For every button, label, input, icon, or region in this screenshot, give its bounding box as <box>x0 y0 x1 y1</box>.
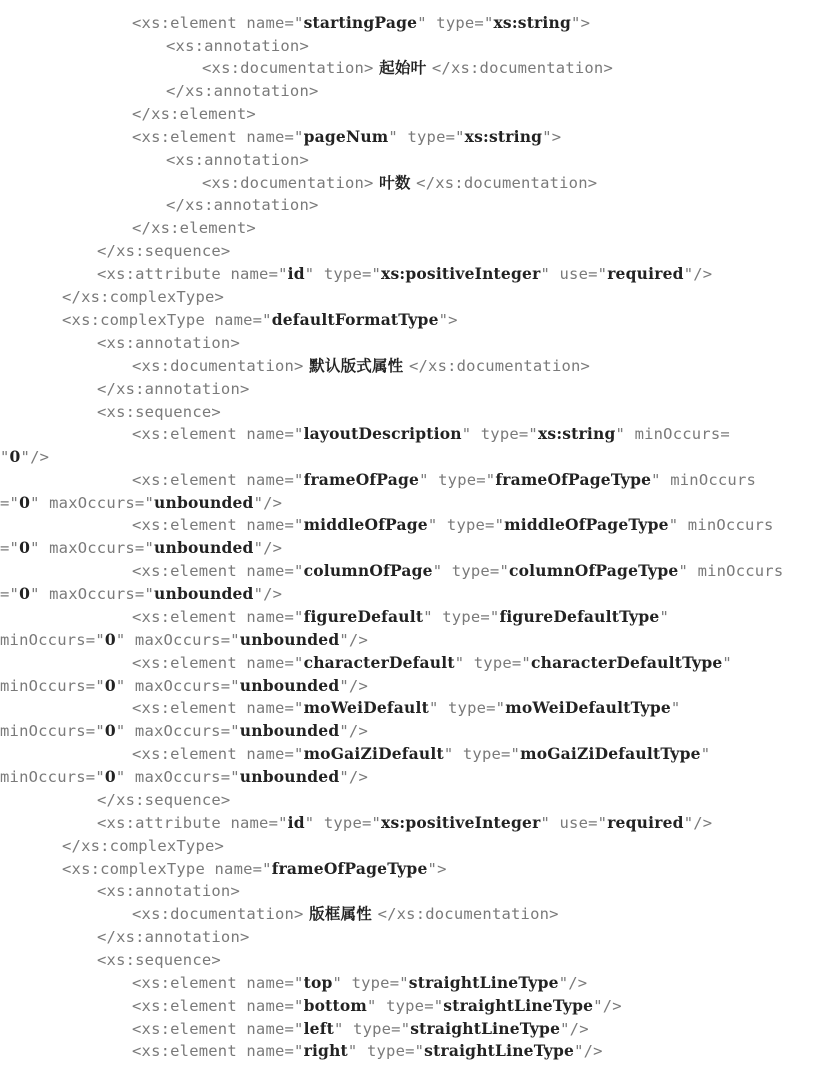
code-value: 版框属性 <box>303 904 378 923</box>
code-line <box>97 378 250 400</box>
code-markup: <xs:element name=" <box>132 562 304 580</box>
code-line <box>0 675 368 697</box>
code-markup: " type=" <box>428 699 506 717</box>
code-line <box>0 446 49 468</box>
code-markup: <xs:element name=" <box>132 699 304 717</box>
code-line <box>132 560 783 582</box>
code-markup: "> <box>427 860 447 878</box>
code-value: frameOfPageType <box>495 470 652 489</box>
code-value: left <box>303 1019 334 1038</box>
code-value: 起始叶 <box>373 58 432 77</box>
code-markup: <xs:element name=" <box>132 128 304 146</box>
code-markup: <xs:element name=" <box>132 1020 304 1038</box>
code-line <box>97 332 240 354</box>
code-markup: " use=" <box>540 814 608 832</box>
code-markup: "/> <box>560 1020 589 1038</box>
code-line <box>97 401 221 423</box>
code-markup: " <box>670 699 681 717</box>
code-markup: </xs:sequence> <box>97 242 231 260</box>
code-value: xs:positiveInteger <box>381 813 541 832</box>
code-line <box>0 537 282 559</box>
code-markup: <xs:element name=" <box>132 1042 304 1060</box>
code-markup: "/> <box>339 768 368 786</box>
code-markup: </xs:documentation> <box>408 357 591 375</box>
code-markup: "/> <box>339 722 368 740</box>
code-value: xs:string <box>464 127 543 146</box>
code-line <box>97 240 230 262</box>
code-markup: </xs:complexType> <box>62 837 225 855</box>
code-line <box>132 652 732 674</box>
code-markup: </xs:annotation> <box>97 380 250 398</box>
code-markup: " type=" <box>454 654 531 672</box>
code-value: figureDefaultType <box>499 607 660 626</box>
code-value: frameOfPageType <box>271 859 428 878</box>
code-markup: " type=" <box>388 128 465 146</box>
code-value: layoutDescription <box>303 424 462 443</box>
code-markup: " type=" <box>427 516 505 534</box>
code-markup: " type=" <box>347 1042 425 1060</box>
code-markup: minOccurs=" <box>0 677 105 695</box>
code-line <box>97 880 240 902</box>
code-value: middleOfPageType <box>504 515 669 534</box>
code-line <box>132 126 561 148</box>
code-value: straightLineType <box>424 1041 575 1060</box>
code-markup: =" <box>0 585 20 603</box>
code-markup: </xs:documentation> <box>416 174 598 192</box>
code-value: id <box>287 813 305 832</box>
code-line <box>97 263 712 285</box>
code-value: 0 <box>9 447 21 466</box>
code-line <box>132 697 680 719</box>
code-markup: <xs:annotation> <box>97 882 240 900</box>
code-value: middleOfPage <box>303 515 428 534</box>
code-line <box>166 149 309 171</box>
code-value: unbounded <box>154 493 254 512</box>
code-value: 0 <box>19 493 31 512</box>
code-value: unbounded <box>239 767 340 786</box>
code-markup: " type=" <box>304 814 382 832</box>
code-markup: <xs:element name=" <box>132 608 304 626</box>
code-value: straightLineType <box>408 973 559 992</box>
code-line <box>132 903 559 925</box>
code-line <box>132 995 622 1017</box>
code-markup: <xs:element name=" <box>132 654 304 672</box>
code-markup: " maxOccurs=" <box>30 539 154 557</box>
code-value: xs:string <box>537 424 616 443</box>
code-value: 0 <box>104 721 116 740</box>
code-line <box>62 309 458 331</box>
code-line <box>202 172 597 194</box>
code-markup: " type=" <box>423 608 500 626</box>
code-markup: "/> <box>574 1042 603 1060</box>
code-markup: " minOccurs <box>678 562 784 580</box>
code-markup: "/> <box>593 997 622 1015</box>
code-value: top <box>303 973 333 992</box>
code-value: xs:positiveInteger <box>381 264 541 283</box>
code-markup: </xs:complexType> <box>62 288 225 306</box>
code-markup: " type=" <box>432 562 509 580</box>
code-markup: </xs:sequence> <box>97 791 231 809</box>
code-line <box>132 1018 589 1040</box>
code-value: unbounded <box>239 676 340 695</box>
code-value: 0 <box>104 767 116 786</box>
code-markup: "> <box>542 128 562 146</box>
code-markup: " type=" <box>333 1020 411 1038</box>
code-markup: " minOccurs <box>651 471 757 489</box>
code-value: right <box>303 1041 348 1060</box>
code-value: 默认版式属性 <box>303 356 409 375</box>
code-markup: <xs:element name=" <box>132 516 304 534</box>
code-value: moWeiDefaultType <box>505 698 671 717</box>
code-value: unbounded <box>154 538 254 557</box>
code-markup: "> <box>438 311 458 329</box>
code-line <box>0 629 368 651</box>
code-markup: minOccurs=" <box>0 631 105 649</box>
code-markup: " <box>659 608 669 626</box>
code-markup: " maxOccurs=" <box>30 585 154 603</box>
code-markup: <xs:element name=" <box>132 471 304 489</box>
code-markup: " use=" <box>540 265 608 283</box>
code-markup: " type=" <box>367 997 444 1015</box>
code-markup: " type=" <box>419 471 496 489</box>
code-value: bottom <box>303 996 368 1015</box>
code-line <box>166 80 319 102</box>
code-line <box>166 194 319 216</box>
code-line <box>97 949 221 971</box>
code-value: straightLineType <box>410 1019 561 1038</box>
code-markup: "/> <box>339 677 368 695</box>
code-markup: </xs:annotation> <box>166 82 319 100</box>
code-markup: <xs:complexType name=" <box>62 860 272 878</box>
code-markup: " <box>722 654 732 672</box>
code-markup: </xs:annotation> <box>97 928 250 946</box>
code-line <box>132 743 710 765</box>
code-value: 0 <box>104 630 116 649</box>
code-markup: =" <box>0 494 20 512</box>
code-markup: "/> <box>253 585 283 603</box>
code-markup: minOccurs=" <box>0 768 105 786</box>
code-value: 0 <box>19 584 31 603</box>
code-markup: <xs:annotation> <box>166 151 309 169</box>
code-line <box>202 57 613 79</box>
code-markup: <xs:complexType name=" <box>62 311 272 329</box>
code-markup: <xs:attribute name=" <box>97 265 288 283</box>
code-markup: "/> <box>339 631 368 649</box>
code-markup: <xs:element name=" <box>132 14 304 32</box>
code-value: 0 <box>104 676 116 695</box>
code-line <box>132 606 669 628</box>
code-value: columnOfPage <box>303 561 433 580</box>
code-line <box>132 423 730 445</box>
code-markup: <xs:documentation> <box>132 357 304 375</box>
code-value: moWeiDefault <box>303 698 429 717</box>
code-value: 叶数 <box>373 173 417 192</box>
code-markup: " <box>0 448 10 466</box>
code-line <box>132 469 756 491</box>
code-line <box>0 492 282 514</box>
code-line <box>132 355 590 377</box>
code-markup: "/> <box>683 265 713 283</box>
code-value: unbounded <box>239 630 340 649</box>
code-markup: "/> <box>558 974 588 992</box>
code-markup: "/> <box>253 539 283 557</box>
code-markup: " type=" <box>332 974 409 992</box>
code-value: moGaiZiDefaultType <box>520 744 701 763</box>
code-line <box>132 217 256 239</box>
code-markup: " maxOccurs=" <box>30 494 154 512</box>
code-markup: </xs:documentation> <box>377 905 559 923</box>
code-markup: </xs:element> <box>132 219 256 237</box>
code-markup: <xs:sequence> <box>97 951 221 969</box>
code-line <box>97 789 230 811</box>
code-markup: <xs:annotation> <box>97 334 240 352</box>
code-value: straightLineType <box>443 996 594 1015</box>
code-value: required <box>607 264 684 283</box>
code-markup: <xs:element name=" <box>132 745 304 763</box>
code-value: id <box>287 264 305 283</box>
code-markup: " minOccurs <box>668 516 774 534</box>
code-markup: <xs:element name=" <box>132 974 304 992</box>
code-line <box>0 766 368 788</box>
code-markup: <xs:documentation> <box>132 905 304 923</box>
code-markup: " <box>700 745 711 763</box>
code-line <box>62 286 224 308</box>
code-line <box>132 12 590 34</box>
code-line <box>166 35 309 57</box>
code-markup: " type=" <box>443 745 521 763</box>
code-markup: "/> <box>683 814 713 832</box>
code-markup: " type=" <box>461 425 538 443</box>
code-value: moGaiZiDefault <box>303 744 444 763</box>
code-line <box>0 583 282 605</box>
code-value: xs:string <box>493 13 572 32</box>
code-value: pageNum <box>303 127 389 146</box>
code-value: unbounded <box>154 584 254 603</box>
code-line <box>97 926 250 948</box>
code-value: characterDefaultType <box>530 653 723 672</box>
code-value: required <box>607 813 684 832</box>
code-markup: <xs:annotation> <box>166 37 309 55</box>
code-line <box>0 720 368 742</box>
code-value: characterDefault <box>303 653 455 672</box>
code-markup: </xs:documentation> <box>431 59 613 77</box>
code-line <box>132 514 774 536</box>
code-line <box>132 972 587 994</box>
code-line <box>97 812 712 834</box>
code-markup: " minOccurs= <box>615 425 730 443</box>
code-markup: " maxOccurs=" <box>115 722 240 740</box>
code-value: columnOfPageType <box>509 561 679 580</box>
code-markup: "> <box>571 14 591 32</box>
code-markup: " maxOccurs=" <box>115 631 240 649</box>
code-markup: <xs:documentation> <box>202 174 374 192</box>
code-markup: " type=" <box>417 14 494 32</box>
code-line <box>62 858 447 880</box>
code-line <box>132 103 256 125</box>
code-line <box>62 835 224 857</box>
code-markup: " maxOccurs=" <box>115 677 240 695</box>
code-markup: "/> <box>253 494 283 512</box>
code-value: startingPage <box>303 13 418 32</box>
code-markup: minOccurs=" <box>0 722 105 740</box>
code-markup: <xs:documentation> <box>202 59 374 77</box>
code-markup: <xs:sequence> <box>97 403 221 421</box>
code-markup: " type=" <box>304 265 382 283</box>
code-markup: =" <box>0 539 20 557</box>
code-markup: </xs:element> <box>132 105 256 123</box>
code-line <box>132 1040 603 1062</box>
code-markup: <xs:element name=" <box>132 997 304 1015</box>
code-markup: "/> <box>20 448 50 466</box>
code-value: 0 <box>19 538 31 557</box>
code-markup: <xs:attribute name=" <box>97 814 288 832</box>
code-value: figureDefault <box>303 607 424 626</box>
code-value: frameOfPage <box>303 470 420 489</box>
code-markup: <xs:element name=" <box>132 425 304 443</box>
code-value: defaultFormatType <box>271 310 439 329</box>
code-value: unbounded <box>239 721 340 740</box>
code-markup: </xs:annotation> <box>166 196 319 214</box>
code-markup: " maxOccurs=" <box>115 768 240 786</box>
